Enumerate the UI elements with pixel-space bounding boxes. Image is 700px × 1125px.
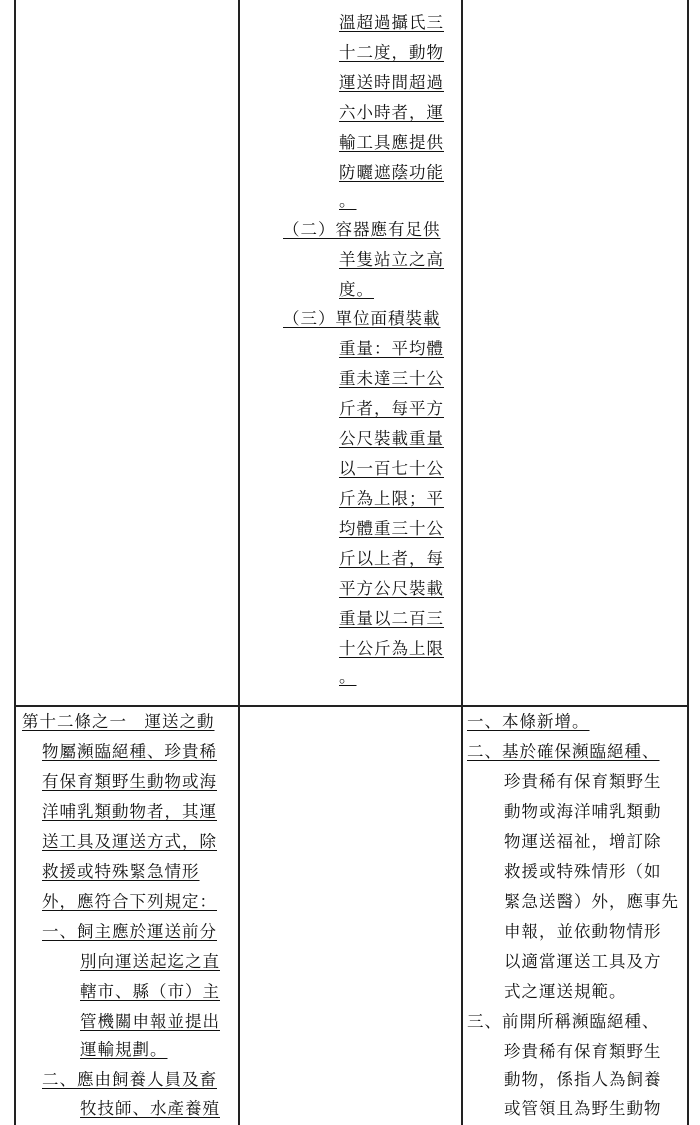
right-text-line: 物運送福祉，增訂除: [504, 832, 662, 851]
middle-text-line: 。: [339, 191, 357, 210]
table-column-divider-1: [238, 0, 240, 1125]
right-text-line: 動物或海洋哺乳類動: [504, 802, 662, 821]
left-text-line: 二、應由飼養人員及畜: [42, 1070, 217, 1089]
left-text-line: 有保育類野生動物或海: [42, 772, 217, 791]
middle-text-line: 度。: [339, 280, 374, 299]
middle-text-line: 防曬遮蔭功能: [339, 163, 444, 182]
left-text-line: 外，應符合下列規定：: [42, 892, 217, 911]
middle-text-line: 公尺裝載重量: [339, 429, 444, 448]
middle-text-line: （三）單位面積裝載: [283, 309, 441, 328]
left-text-line: 物屬瀕臨絕種、珍貴稀: [42, 742, 217, 761]
middle-text-line: 溫超過攝氏三: [339, 13, 444, 32]
table-row-divider: [14, 705, 689, 707]
left-text-line: 送工具及運送方式，除: [42, 832, 217, 851]
left-text-line: 牧技師、水產養殖: [80, 1099, 220, 1118]
table-right-border: [687, 0, 689, 1125]
middle-text-line: 羊隻站立之高: [339, 250, 444, 269]
left-text-line: 一、飼主應於運送前分: [42, 922, 217, 941]
right-text-line: 一、本條新增。: [467, 712, 590, 731]
right-text-line: 二、基於確保瀕臨絕種、: [467, 742, 660, 761]
middle-text-line: 均體重三十公: [339, 519, 444, 538]
middle-text-line: 十公斤為上限: [339, 639, 444, 658]
right-text-line: 申報，並依動物情形: [504, 922, 662, 941]
left-text-line: 救援或特殊緊急情形: [42, 862, 200, 881]
left-text-line: 管機關申報並提出: [80, 1012, 220, 1031]
middle-text-line: 斤者，每平方: [339, 399, 444, 418]
middle-text-line: 重未達三十公: [339, 369, 444, 388]
table-column-divider-2: [461, 0, 463, 1125]
right-text-line: 緊急送醫）外，應事先: [504, 892, 679, 911]
right-text-line: 或管領且為野生動物: [504, 1099, 662, 1118]
left-text-line: 洋哺乳類動物者，其運: [42, 802, 217, 821]
middle-text-line: 重量：平均體: [339, 339, 444, 358]
right-text-line: 珍貴稀有保育類野生: [504, 772, 662, 791]
middle-text-line: 輸工具應提供: [339, 133, 444, 152]
right-text-line: 救援或特殊情形（如: [504, 862, 662, 881]
right-text-line: 式之運送規範。: [504, 982, 627, 1001]
right-text-line: 三、前開所稱瀕臨絕種、: [467, 1012, 660, 1031]
middle-text-line: 重量以二百三: [339, 609, 444, 628]
middle-text-line: 以一百七十公: [339, 459, 444, 478]
middle-text-line: 斤以上者，每: [339, 549, 444, 568]
right-text-line: 動物，係指人為飼養: [504, 1070, 662, 1089]
middle-text-line: 。: [339, 667, 357, 686]
middle-text-line: 六小時者，運: [339, 103, 444, 122]
middle-text-line: 十二度，動物: [339, 43, 444, 62]
middle-text-line: （二）容器應有足供: [283, 220, 441, 239]
middle-text-line: 運送時間超過: [339, 73, 444, 92]
left-text-line: 轄市、縣（市）主: [80, 982, 220, 1001]
left-text-line: 運輸規劃。: [80, 1040, 168, 1059]
middle-text-line: 斤為上限；平: [339, 489, 444, 508]
table-left-border: [14, 0, 16, 1125]
right-text-line: 珍貴稀有保育類野生: [504, 1042, 662, 1061]
middle-text-line: 平方公尺裝載: [339, 579, 444, 598]
right-text-line: 以適當運送工具及方: [504, 952, 662, 971]
left-text-line: 別向運送起迄之直: [80, 952, 220, 971]
left-text-line: 第十二條之一 運送之動: [22, 712, 215, 731]
